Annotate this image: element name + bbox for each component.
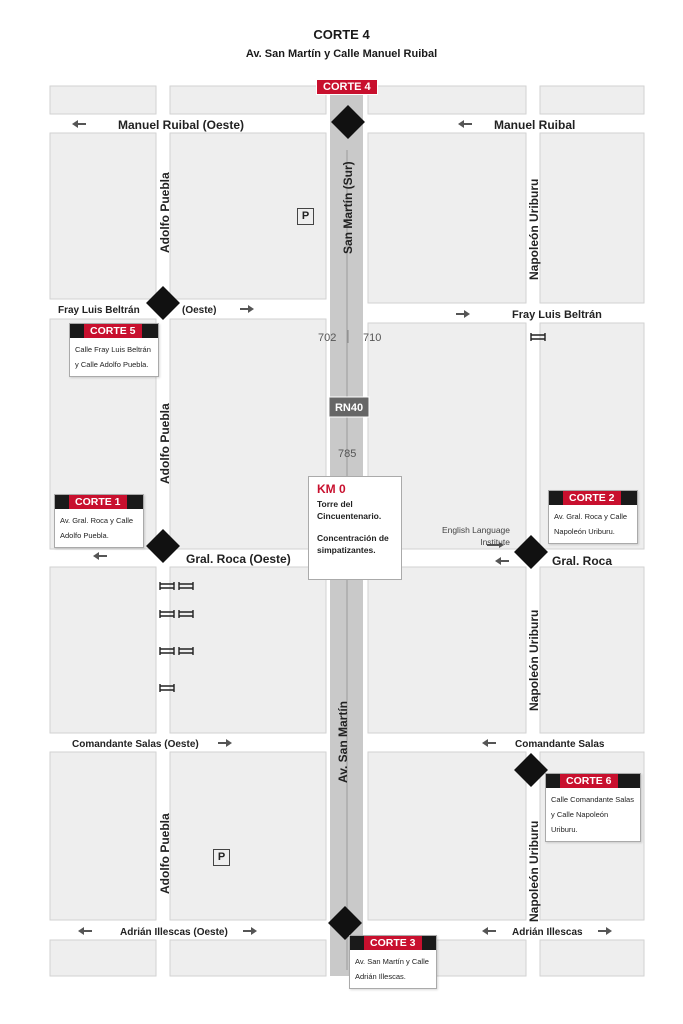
street-label-manuel-ruibal-oeste: Manuel Ruibal (Oeste): [118, 118, 245, 132]
corte-card-1[interactable]: [54, 494, 144, 548]
street-label-napoleon-uriburu-mid: Napoleón Uriburu: [527, 609, 541, 711]
corte-tag: CORTE 1: [69, 495, 127, 509]
street-label-fray-luis-beltran-oeste: (Oeste): [182, 305, 217, 316]
rn40-label: RN40: [334, 402, 364, 414]
street-label-san-martin-sur: San Martín (Sur): [341, 161, 355, 254]
corte4-tag[interactable]: CORTE 4: [316, 79, 378, 95]
card-header: [350, 936, 436, 950]
street-label-napoleon-uriburu-top: Napoleón Uriburu: [527, 178, 541, 280]
corte-tag: CORTE 3: [364, 936, 422, 950]
card-header: [70, 324, 158, 338]
card-header: [546, 774, 640, 788]
landmark-label: English Language Institute: [441, 525, 510, 547]
corte-card-5[interactable]: [69, 323, 159, 377]
corte-description: Av. Gral. Roca y Calle Adolfo Puebla.: [60, 516, 134, 540]
card-header: [549, 491, 637, 505]
street-label-adrian-illescas-oeste: Adrián Illescas (Oeste): [120, 927, 228, 938]
corte-card-3[interactable]: [349, 935, 437, 989]
street-label-adolfo-puebla-mid: Adolfo Puebla: [158, 403, 172, 484]
page-subtitle: Av. San Martín y Calle Manuel Ruibal: [245, 48, 438, 60]
street-label-comandante-salas-oeste: Comandante Salas (Oeste): [72, 739, 199, 750]
corte-tag: CORTE 5: [84, 324, 142, 338]
street-label-adrian-illescas: Adrián Illescas: [512, 927, 583, 938]
corte-description: Av. Gral. Roca y Calle Napoleón Uriburu.: [554, 512, 628, 536]
street-label-gral-roca-oeste: Gral. Roca (Oeste): [186, 552, 291, 566]
corte-tag: CORTE 2: [563, 491, 621, 505]
street-label-fray-luis-beltran-oeste-prefix: Fray Luis Beltrán: [58, 305, 140, 316]
parking-icon: P: [297, 208, 314, 225]
corte-description: Calle Fray Luis Beltrán y Calle Adolfo Puebla.: [75, 345, 151, 369]
corte-description: Calle Comandante Salas y Calle Napoleón Uriburu.: [551, 795, 634, 834]
km0-line1: Torre del Cincuentenario.: [317, 499, 382, 521]
corte-description: Av. San Martín y Calle Adrián Illescas.: [355, 957, 429, 981]
street-number-710: 710: [363, 332, 382, 344]
km0-callout: [308, 476, 402, 580]
street-label-comandante-salas: Comandante Salas: [515, 739, 605, 750]
street-number-785: 785: [338, 448, 357, 460]
km0-title: KM 0: [317, 482, 346, 496]
street-number-702: 702: [318, 332, 337, 344]
page-title: CORTE 4: [313, 27, 370, 42]
km0-line2: Concentración de simpatizantes.: [317, 533, 389, 555]
street-label-napoleon-uriburu-bottom: Napoleón Uriburu: [527, 820, 541, 922]
parking-icon: P: [213, 849, 230, 866]
card-header: [55, 495, 143, 509]
street-label-adolfo-puebla-bottom: Adolfo Puebla: [158, 813, 172, 894]
corte-tag: CORTE 6: [560, 774, 618, 788]
corte-card-6[interactable]: [545, 773, 641, 842]
street-label-fray-luis-beltran: Fray Luis Beltrán: [512, 309, 602, 321]
corte-card-2[interactable]: [548, 490, 638, 544]
street-label-av-san-martin: Av. San Martín: [336, 700, 350, 783]
street-label-gral-roca: Gral. Roca: [552, 554, 613, 568]
street-label-adolfo-puebla-top: Adolfo Puebla: [158, 172, 172, 253]
street-label-manuel-ruibal: Manuel Ruibal: [494, 118, 576, 132]
